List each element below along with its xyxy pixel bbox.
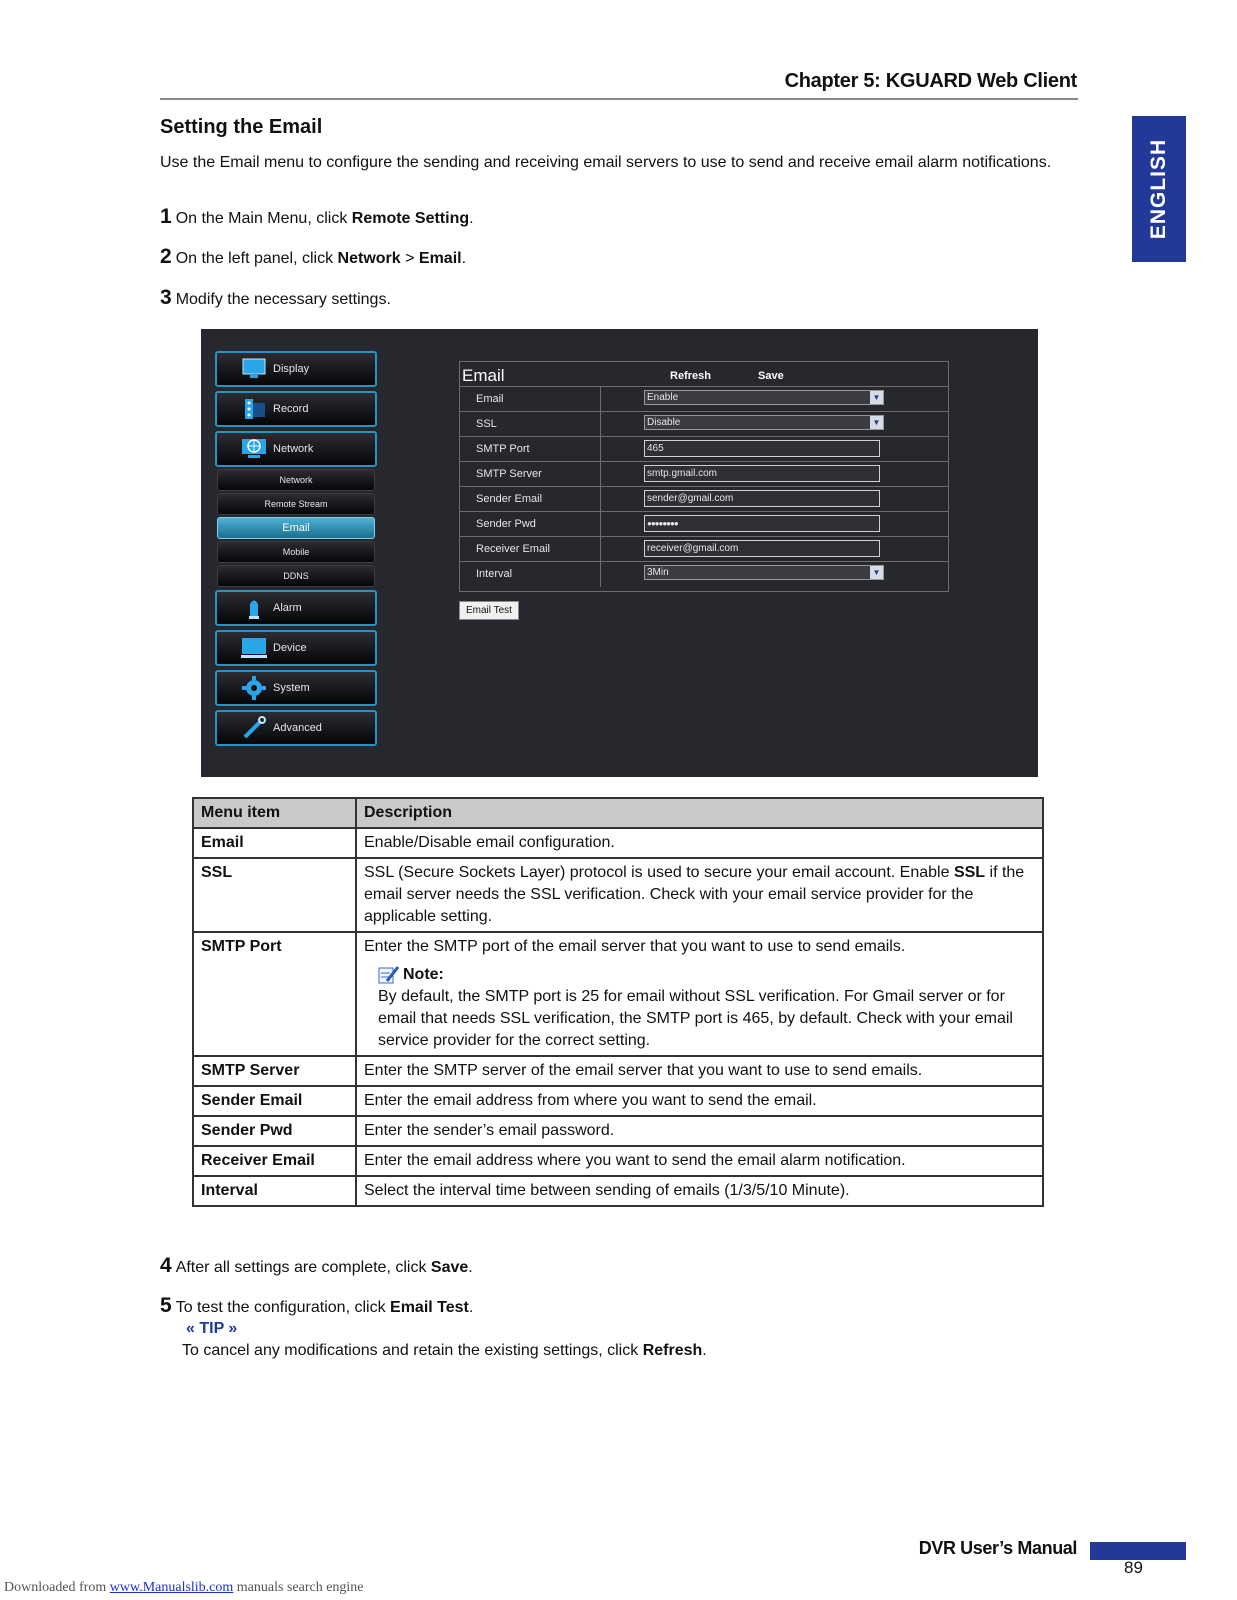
step-text: Modify the necessary settings.: [175, 291, 391, 308]
chevron-down-icon: ▼: [870, 566, 883, 579]
download-notice: [4, 1580, 364, 1596]
step-number: 1: [160, 205, 172, 228]
row-sender-pwd: [460, 511, 948, 537]
tip-text: [182, 1342, 707, 1360]
desc-text: SSL (Secure Sockets Layer) protocol is used to secure your email account. Enable: [364, 864, 954, 881]
row-email: [460, 386, 948, 412]
row-item: SMTP Port: [193, 932, 356, 1056]
gear-icon: [239, 675, 269, 701]
smtp-port-input[interactable]: 465: [644, 440, 880, 457]
step-separator: >: [400, 250, 419, 267]
subnav-label: Remote Stream: [264, 499, 328, 509]
interval-select[interactable]: [644, 565, 884, 580]
nav-device[interactable]: [215, 630, 377, 666]
step-5: [160, 1294, 473, 1320]
step-emphasis: Network: [337, 250, 401, 267]
email-test-button[interactable]: Email Test: [459, 601, 519, 620]
field-label: SMTP Server: [476, 468, 542, 480]
note-heading: [378, 964, 1035, 986]
nav-system[interactable]: [215, 670, 377, 706]
smtp-server-input[interactable]: smtp.gmail.com: [644, 465, 880, 482]
nav-network[interactable]: [215, 431, 377, 467]
subnav-network[interactable]: [217, 469, 375, 491]
intro-paragraph: Use the Email menu to configure the sending and receiving email servers to use to send and receive email alarm notifications.: [160, 154, 1052, 171]
manual-title: DVR User’s Manual: [918, 1538, 1077, 1558]
chevron-down-icon: ▼: [870, 416, 883, 429]
subnav-label: Network: [279, 475, 313, 485]
panel-title: Email: [462, 366, 505, 385]
select-value: Disable: [647, 417, 681, 428]
step-number: 5: [160, 1294, 172, 1317]
nav-alarm[interactable]: [215, 590, 377, 626]
nav-label: Alarm: [273, 602, 302, 614]
nav-label: Advanced: [273, 722, 322, 734]
row-description: Enter the sender’s email password.: [356, 1116, 1043, 1146]
step-3: [160, 286, 391, 312]
tip-body: To cancel any modifications and retain the existing settings, click: [182, 1342, 643, 1359]
row-item: Sender Pwd: [193, 1116, 356, 1146]
row-description: [356, 858, 1043, 932]
nav-label: Record: [273, 403, 309, 415]
manualslib-link[interactable]: www.Manualslib.com: [109, 1580, 234, 1595]
row-description: [356, 932, 1043, 1056]
chevron-down-icon: ▼: [870, 391, 883, 404]
nav-label: Display: [273, 363, 310, 375]
table-row: [193, 932, 1043, 1056]
desc-text: Enter the SMTP port of the email server that you want to use to send emails.: [364, 938, 906, 955]
step-text-end: .: [468, 1259, 473, 1276]
row-divider: [600, 562, 601, 587]
subnav-remote-stream[interactable]: [217, 493, 375, 515]
nav-advanced[interactable]: [215, 710, 377, 746]
step-text: On the left panel, click: [175, 250, 338, 267]
wrench-icon: [239, 715, 269, 741]
nav-label: Network: [273, 443, 314, 455]
dvr-screenshot: [201, 329, 1038, 777]
row-interval: [460, 561, 948, 587]
sender-email-input[interactable]: sender@gmail.com: [644, 490, 880, 507]
row-description: Enter the email address from where you want to send the email.: [356, 1086, 1043, 1116]
row-item: Interval: [193, 1176, 356, 1206]
row-smtp-server: [460, 461, 948, 487]
field-label: Email: [476, 393, 504, 405]
field-label: Sender Email: [476, 493, 543, 505]
table-row: [193, 1146, 1043, 1176]
nav-label: System: [273, 682, 310, 694]
tip-label: « TIP »: [186, 1320, 238, 1337]
language-tab-label: ENGLISH: [1147, 138, 1170, 240]
row-description: Enable/Disable email configuration.: [356, 828, 1043, 858]
monitor-icon: [239, 356, 269, 382]
column-header: Description: [356, 798, 1043, 828]
table-row: [193, 858, 1043, 932]
row-smtp-port: [460, 436, 948, 462]
step-emphasis: Email Test: [390, 1299, 469, 1316]
note-text: By default, the SMTP port is 25 for email without SSL verification. For Gmail server or for email that needs SSL verification, the SMTP port is 465, by default. Check with your email service provider for the correct setting.: [378, 988, 1013, 1049]
table-row: [193, 1116, 1043, 1146]
row-description: Enter the SMTP server of the email server that you want to use to send emails.: [356, 1056, 1043, 1086]
subnav-label: Mobile: [282, 547, 310, 557]
nav-record[interactable]: [215, 391, 377, 427]
row-divider: [600, 537, 601, 562]
subnav-label: Email: [282, 522, 310, 534]
step-text-end: .: [469, 210, 474, 227]
film-icon: [239, 396, 269, 422]
subnav-mobile[interactable]: [217, 541, 375, 563]
tip-end: .: [702, 1342, 707, 1359]
row-item: Sender Email: [193, 1086, 356, 1116]
step-emphasis: Remote Setting: [351, 210, 470, 227]
step-emphasis-2: Email: [418, 250, 462, 267]
table-row: [193, 1056, 1043, 1086]
subnav-email[interactable]: [217, 517, 375, 539]
chapter-title: Chapter 5: KGUARD Web Client: [784, 70, 1077, 92]
table-row: [193, 1086, 1043, 1116]
desc-text-end: if the email server needs the SSL verification. Check with your email service provider for the applicable setting.: [364, 864, 1025, 925]
select-value: 3Min: [647, 567, 669, 578]
row-divider: [600, 412, 601, 437]
column-header: Menu item: [193, 798, 356, 828]
step-text-end: .: [468, 1299, 474, 1316]
row-divider: [600, 487, 601, 512]
field-label: Receiver Email: [476, 543, 550, 555]
save-button[interactable]: Save: [758, 370, 784, 382]
table-row: [193, 1176, 1043, 1206]
step-emphasis: Save: [430, 1259, 469, 1276]
row-divider: [600, 462, 601, 487]
device-icon: [239, 635, 269, 661]
select-value: Enable: [647, 392, 679, 403]
download-text-end: manuals search engine: [233, 1580, 364, 1595]
step-number: 3: [160, 286, 172, 309]
note-box: [378, 964, 1035, 1052]
field-label: SMTP Port: [476, 443, 530, 455]
field-label: Interval: [476, 568, 513, 580]
step-text-end: .: [461, 250, 467, 267]
note-pencil-icon: [378, 965, 400, 985]
row-receiver-email: [460, 536, 948, 562]
row-divider: [600, 512, 601, 537]
row-sender-email: [460, 486, 948, 512]
menu-item-table: [192, 797, 1044, 1207]
subnav-label: DDNS: [283, 571, 309, 581]
row-item: Receiver Email: [193, 1146, 356, 1176]
table-header-row: [193, 798, 1043, 828]
refresh-button[interactable]: Refresh: [670, 370, 711, 382]
field-label: Sender Pwd: [476, 518, 536, 530]
row-item: Email: [193, 828, 356, 858]
desc-emphasis: SSL: [953, 864, 986, 881]
alarm-icon: [239, 595, 269, 621]
row-item: SMTP Server: [193, 1056, 356, 1086]
step-text: To test the configuration, click: [175, 1299, 391, 1316]
field-label: SSL: [476, 418, 497, 430]
step-1: [160, 205, 474, 231]
sender-pwd-input[interactable]: ●●●●●●●●: [644, 515, 880, 532]
row-description: Select the interval time between sending of emails (1/3/5/10 Minute).: [356, 1176, 1043, 1206]
page-number: 89: [1124, 1558, 1143, 1577]
section-title: Setting the Email: [160, 116, 323, 138]
row-divider: [600, 437, 601, 462]
nav-display[interactable]: [215, 351, 377, 387]
step-text: After all settings are complete, click: [175, 1259, 431, 1276]
subnav-ddns[interactable]: [217, 565, 375, 587]
step-number: 2: [160, 245, 172, 268]
row-description: Enter the email address where you want to send the email alarm notification.: [356, 1146, 1043, 1176]
nav-label: Device: [273, 642, 307, 654]
row-ssl: [460, 411, 948, 437]
row-divider: [600, 387, 601, 412]
email-select[interactable]: [644, 390, 884, 405]
step-2: [160, 245, 466, 271]
email-settings-panel: [459, 361, 949, 592]
step-text: On the Main Menu, click: [175, 210, 352, 227]
download-text: Downloaded from: [4, 1580, 110, 1595]
step-number: 4: [160, 1254, 172, 1277]
row-item: SSL: [193, 858, 356, 932]
header-divider: [160, 98, 1078, 100]
step-4: [160, 1254, 473, 1280]
table-row: [193, 828, 1043, 858]
note-label: Note:: [403, 966, 444, 983]
tip-emphasis: Refresh: [642, 1342, 703, 1359]
receiver-email-input[interactable]: receiver@gmail.com: [644, 540, 880, 557]
language-tab: [1132, 116, 1186, 262]
globe-monitor-icon: [239, 436, 269, 462]
ssl-select[interactable]: [644, 415, 884, 430]
